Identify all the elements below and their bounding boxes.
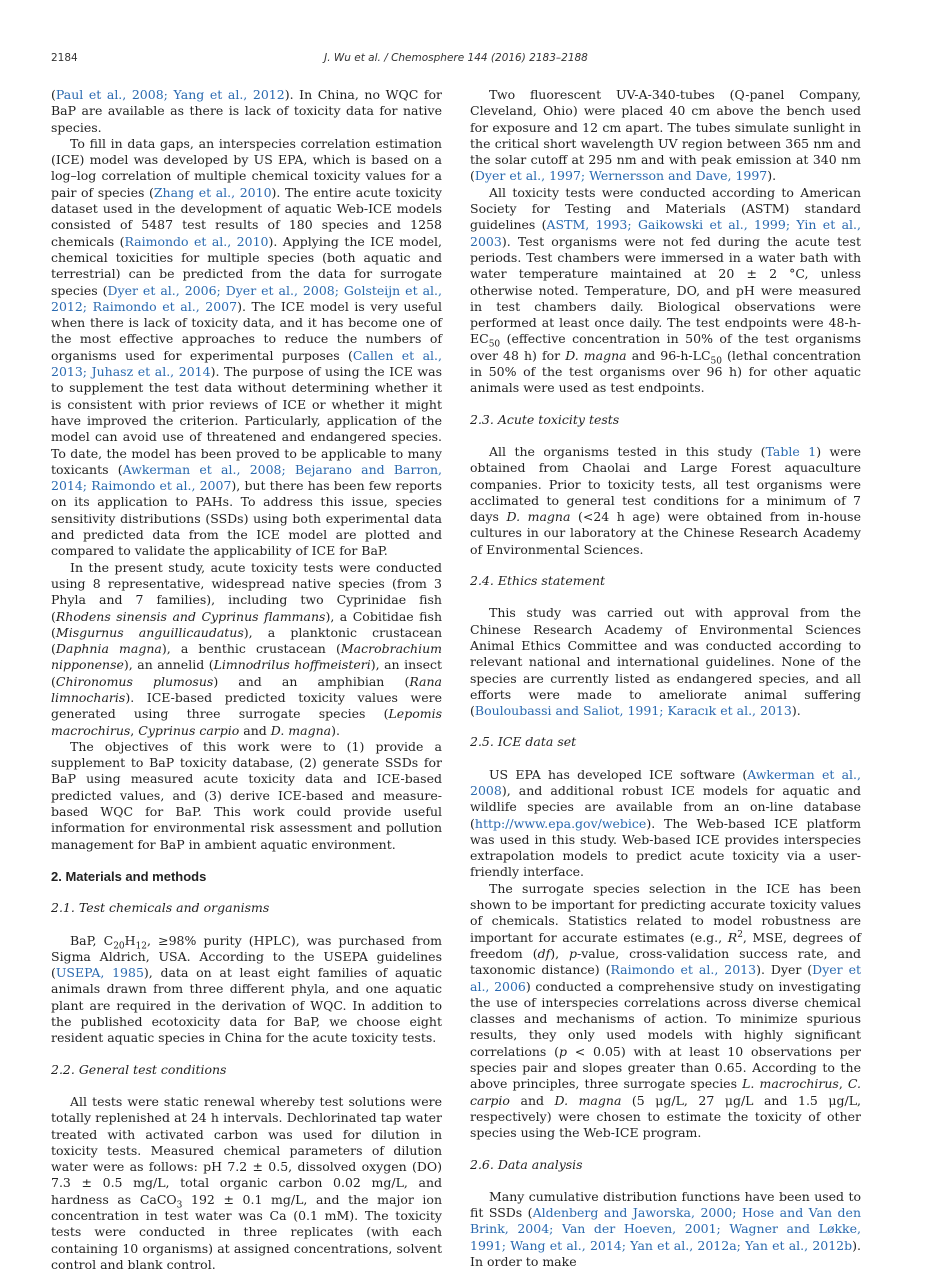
citation-link[interactable]: Dyer et al., 2006; Dyer et al., 2008; Golsteijn et al., 2012; Raimondo et al., 2007	[51, 282, 442, 314]
paragraph: The surrogate species selection in the ICE has been shown to be important for predicting accurate toxicity values of chemicals. Statistics related to model robustness are important for accurate estimates (e.g., $R^2$, MSE, degrees of freedom (df), p-value, cross-validation success rate, and taxonomic distance) (Raimondo et al., 2013). Dyer (Dyer et al., 2006) conducted a comprehensive study on investigating the use of interspecies correlations across diverse chemical classes and mechanisms of action. To minimize spurious results, they only used models with highly significant correlations (p < 0.05) with at least 10 observations per species pair and slopes greater than 0.65. According to the above principles, three surrogate species L. macrochirus, C. carpio and D. magna (5 μg/L, 27 μg/L and 1.5 μg/L, respectively) were chosen to estimate the toxicity of other species using the Web-ICE program.	[470, 880, 862, 1141]
subsection-heading: 2.3. Acute toxicity tests	[470, 411, 620, 427]
paragraph: This study was carried out with approval from the Chinese Research Academy of Environmental Sciences Animal Ethics Committee and was conducted according to relevant national and international guidelines. None of the species are currently listed as endangered species, and all efforts were made to ameliorate animal suffering (Bouloubassi and Saliot, 1991; Karacık et al., 2013).	[470, 605, 861, 719]
citation-link[interactable]: Paul et al., 2008; Yang et al., 2012	[55, 87, 285, 102]
page-header	[51, 52, 861, 68]
paragraph: (Paul et al., 2008; Yang et al., 2012). In China, no WQC for BaP are available as there is lack of toxicity data for native species.	[51, 87, 442, 135]
table-link[interactable]: Table 1	[765, 443, 817, 459]
paragraph: The objectives of this work were to (1) provide a supplement to BaP toxicity database, (2) generate SSDs for BaP using measured acute toxicity data and ICE-based predicted values, and (3) derive ICE-based and measure-based WQC for BaP. This work could provide useful information for environmental risk assessment and pollution management for BaP in ambient aquatic environment.	[51, 738, 442, 852]
citation-link[interactable]: ASTM, 1993; Gaikowski et al., 1999; Yin et al., 2003	[470, 217, 861, 249]
paragraph: To fill in data gaps, an interspecies correlation estimation (ICE) model was developed by US EPA, which is based on a log–log correlation of multiple chemical toxicity values for a pair of species (Zhang et al., 2010). The entire acute toxicity dataset used in the development of aquatic Web-ICE models consisted of 5487 test results of 180 species and 1258 chemicals (Raimondo et al., 2010). Applying the ICE model, chemical toxicities for multiple species (both aquatic and terrestrial) can be predicted from the data for surrogate species (Dyer et al., 2006; Dyer et al., 2008; Golsteijn et al., 2012; Raimondo et al., 2007). The ICE model is very useful when there is lack of toxicity data, and it has become one of the most effective approaches to reduce the numbers of organisms used for experimental purposes (Callen et al., 2013; Juhasz et al., 2014). The purpose of using the ICE was to supplement the test data without determining whether it is consistent with prior reviews of ICE or whether it might have improved the criterion. Particularly, application of the model can avoid use of threatened and endangered species. To date, the model has been proved to be applicable to many toxicants (Awkerman et al., 2008; Bejarano and Barron, 2014; Raimondo et al., 2007), but there has been few reports on its application to PAHs. To address this issue, species sensitivity distributions (SSDs) using both experimental data and predicted data from the ICE model are plotted and compared to validate the applicability of ICE for BaP.	[51, 135, 443, 559]
paragraph: All toxicity tests were conducted according to American Society for Testing and Materials (ASTM) standard guidelines (ASTM, 1993; Gaikowski et al., 1999; Yin et al., 2003). Test organisms were not fed during the acute test periods. Test chambers were immersed in a water bath with water temperature maintained at 20 ± 2 °C, unless otherwise noted. Temperature, DO, and pH were measured in test chambers daily. Biological observations were performed at least once daily. The test endpoints were $48-h-EC_{50}$ (effective concentration in 50% of the test organisms over 48 h) for D. magna and $96-h-LC_{50}$ (lethal concentration in 50% of the test organisms over 96 h) for other aquatic animals were used as test endpoints.	[470, 184, 861, 396]
subsection-heading: 2.4. Ethics statement	[470, 573, 606, 589]
citation-link[interactable]: Raimondo et al., 2013	[610, 962, 757, 978]
paragraph: In the present study, acute toxicity tests were conducted using 8 representative, widespread native species (from 3 Phyla and 7 families), including two Cyprinidae fish (Rhodens sinensis and Cyprinus flammans), a Cobitidae fish (Misgurnus anguillicaudatus), a planktonic crustacean (Daphnia magna), a benthic crustacean (Macrobrachium nipponense), an annelid (Limnodrilus hoffmeisteri), an insect (Chironomus plumosus) and an amphibian (Rana limnocharis). ICE-based predicted toxicity values were generated using three surrogate species (Lepomis macrochirus, Cyprinus carpio and D. magna).	[51, 559, 443, 738]
paragraph: BaP, $C_{20}H_{12}$, ≥98% purity (HPLC), was purchased from Sigma Aldrich, USA. According to the USEPA guidelines (USEPA, 1985), data on at least eight families of aquatic animals drawn from three different phyla, and one aquatic plant are required in the derivation of WQC. In addition to the published ecotoxicity data for BaP, we choose eight resident aquatic species in China for the acute toxicity tests.	[51, 932, 442, 1046]
subsection-heading: 2.2. General test conditions	[51, 1061, 227, 1077]
citation-link[interactable]: Callen et al., 2013; Juhasz et al., 2014	[51, 347, 442, 380]
url-link[interactable]: http://www.epa.gov/webice	[474, 815, 647, 831]
citation-link[interactable]: Awkerman et al., 2008	[470, 766, 862, 798]
citation-link[interactable]: Dyer et al., 2006	[470, 962, 861, 994]
citation-link[interactable]: Dyer et al., 1997; Wernersson and Dave, 1997	[474, 168, 768, 184]
citation-link[interactable]: Raimondo et al., 2010	[124, 233, 269, 249]
left-column	[51, 87, 442, 1273]
subsection-heading: 2.6. Data analysis	[470, 1156, 583, 1172]
paragraph: Two fluorescent UV-A-340-tubes (Q-panel Company, Cleveland, Ohio) were placed 40 cm above the bench used for exposure and 12 cm apart. The tubes simulate sunlight in the critical short wavelength UV region between 365 nm and the solar cutoff at 295 nm and with peak emission at 340 nm (Dyer et al., 1997; Wernersson and Dave, 1997).	[470, 87, 861, 184]
citation-link[interactable]: Awkerman et al., 2008; Bejarano and Barron, 2014; Raimondo et al., 2007	[51, 461, 442, 494]
paragraph: US EPA has developed ICE software (Awkerman et al., 2008), and additional robust ICE models for aquatic and wildlife species are available from an on-line database (http://www.epa.gov/webice). The Web-based ICE platform was used in this study. Web-based ICE provides interspecies extrapolation models to predict acute toxicity via a user-friendly interface.	[470, 766, 862, 880]
citation-link[interactable]: Zhang et al., 2010	[153, 184, 272, 200]
citation-link[interactable]: Aldenberg and Jaworska, 2000; Hose and Van den Brink, 2004; Van der Hoeven, 2001; Wagner and Løkke, 1991; Wang et al., 2014; Yan et al., 2012a; Yan et al., 2012b	[470, 1205, 861, 1253]
subsection-heading: 2.5. ICE data set	[470, 734, 577, 750]
subsection-heading: 2.1. Test chemicals and organisms	[51, 900, 270, 916]
right-column	[470, 87, 861, 1270]
paragraph: All the organisms tested in this study (Table 1) were obtained from Chaolai and Large Forest aquaculture companies. Prior to toxicity tests, all test organisms were acclimated to general test conditions for a minimum of 7 days D. magna (<24 h age) were obtained from in-house cultures in our laboratory at the Chinese Research Academy of Environmental Sciences.	[470, 443, 861, 557]
journal-citation: J. Wu et al. / Chemosphere 144 (2016) 2183–2188	[324, 52, 588, 64]
citation-link[interactable]: Bouloubassi and Saliot, 1991; Karacık et al., 2013	[474, 703, 792, 719]
citation-link[interactable]: USEPA, 1985	[55, 965, 144, 981]
paragraph: All tests were static renewal whereby test solutions were totally replenished at 24 h intervals. Dechlorinated tap water treated with activated carbon was used for dilution in toxicity tests. Measured chemical parameters of dilution water were as follows: pH 7.2 ± 0.5, dissolved oxygen (DO) 7.3 ± 0.5 mg/L, total organic carbon 0.02 mg/L, and hardness as CaCO$_3$ 192 ± 0.1 mg/L, and the major ion concentration in test water was Ca (0.1 mM). The toxicity tests were conducted in three replicates (with each containing 10 organisms) at assigned concentrations, solvent control and blank control.	[51, 1093, 443, 1272]
paragraph: Many cumulative distribution functions have been used to fit SSDs (Aldenberg and Jaworska, 2000; Hose and Van den Brink, 2004; Van der Hoeven, 2001; Wagner and Løkke, 1991; Wang et al., 2014; Yan et al., 2012a; Yan et al., 2012b). In order to make	[470, 1188, 861, 1269]
page-number: 2184	[51, 52, 78, 64]
section-heading: 2. Materials and methods	[51, 868, 207, 884]
